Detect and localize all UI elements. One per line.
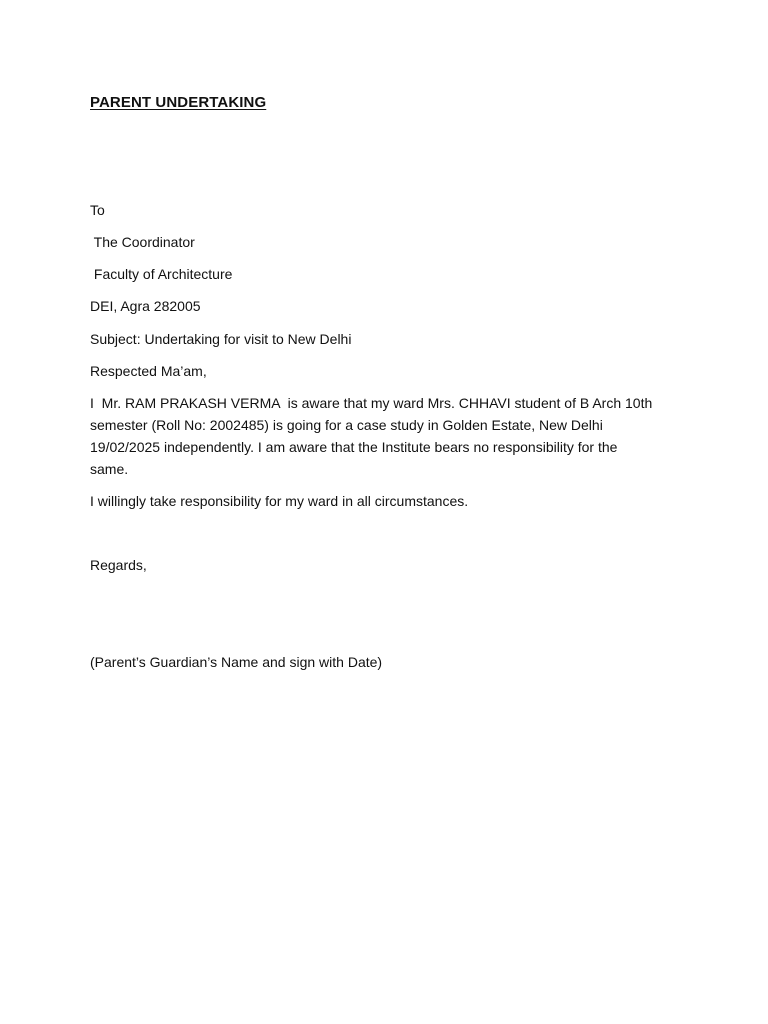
signature-line: (Parent’s Guardian’s Name and sign with Date)	[90, 654, 383, 670]
address-to: To	[90, 202, 105, 218]
paragraph-line: I Mr. RAM PRAKASH VERMA is aware that my ward Mrs. CHHAVI student of B Arch 10th	[90, 395, 653, 411]
responsibility-statement: I willingly take responsibility for my ward in all circumstances.	[90, 493, 469, 509]
closing-regards: Regards,	[90, 557, 147, 573]
paragraph-line: semester (Roll No: 2002485) is going for a case study in Golden Estate, New Delhi	[90, 417, 603, 433]
paragraph-line: 19/02/2025 independently. I am aware that the Institute bears no responsibility for the	[90, 439, 618, 455]
address-line-faculty: Faculty of Architecture	[90, 266, 233, 282]
address-line-city: DEI, Agra 282005	[90, 298, 201, 314]
undertaking-paragraph	[90, 392, 660, 480]
salutation: Respected Ma’am,	[90, 363, 207, 379]
document-title: PARENT UNDERTAKING	[90, 94, 267, 111]
subject-line: Subject: Undertaking for visit to New Delhi	[90, 331, 352, 347]
address-line-coordinator: The Coordinator	[90, 234, 195, 250]
paragraph-line: same.	[90, 461, 129, 477]
